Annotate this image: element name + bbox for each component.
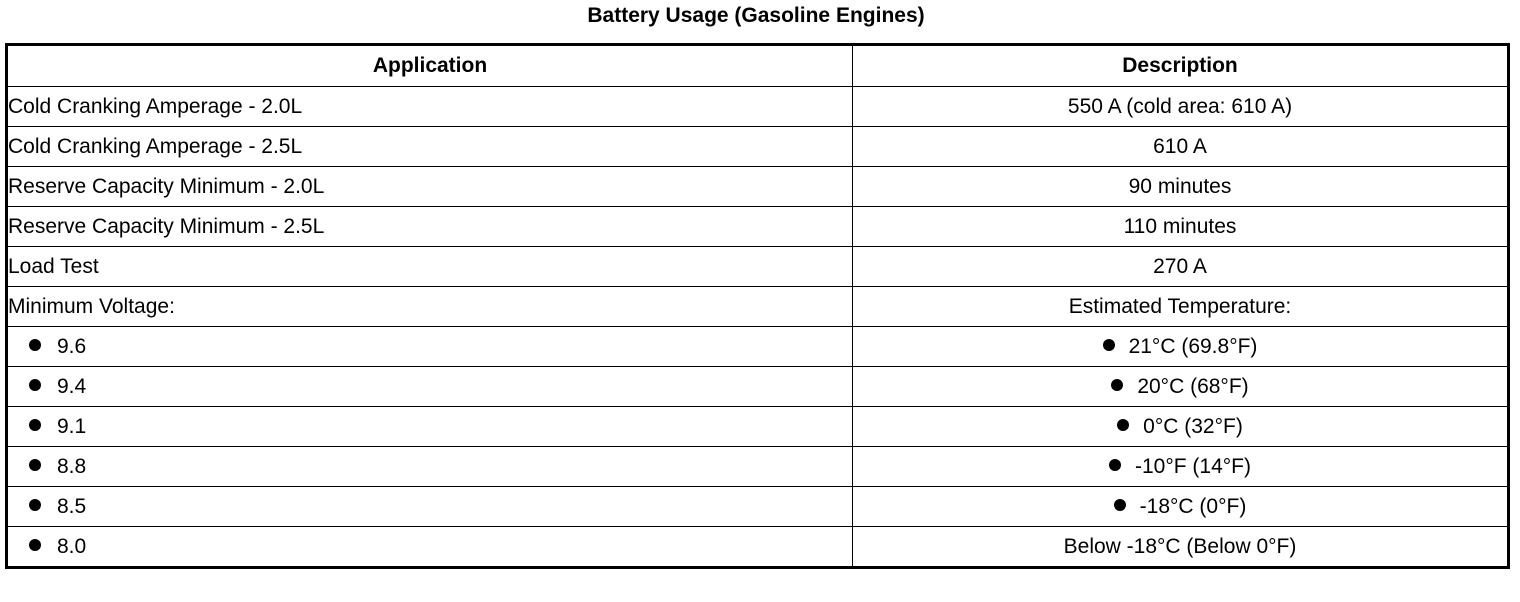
application-cell: Reserve Capacity Minimum - 2.0L: [7, 167, 853, 207]
description-cell: 110 minutes: [853, 207, 1509, 247]
voltage-cell: [7, 327, 853, 367]
application-cell: Reserve Capacity Minimum - 2.5L: [7, 207, 853, 247]
bullet-icon: [29, 419, 41, 431]
voltage-value: 9.4: [57, 374, 87, 398]
voltage-value: 9.1: [57, 414, 87, 438]
table-row: [7, 407, 1509, 447]
temperature-value: 21°C (69.8°F): [1128, 334, 1258, 358]
table-row: [7, 487, 1509, 527]
temperature-cell: [853, 327, 1509, 367]
voltage-cell: [7, 527, 853, 568]
table-title: Battery Usage (Gasoline Engines): [587, 4, 925, 27]
application-cell: Cold Cranking Amperage - 2.0L: [7, 87, 853, 127]
description-cell: Below -18°C (Below 0°F): [853, 527, 1509, 568]
bullet-icon: [1109, 459, 1121, 471]
table-row: [7, 207, 1509, 247]
bullet-icon: [29, 499, 41, 511]
application-cell: Cold Cranking Amperage - 2.5L: [7, 127, 853, 167]
table-row: [7, 87, 1509, 127]
temperature-value: 20°C (68°F): [1137, 374, 1249, 398]
bullet-icon: [1111, 379, 1123, 391]
battery-usage-table: [5, 43, 1510, 569]
table-row: [7, 287, 1509, 327]
column-header-application: Application: [7, 45, 853, 87]
temperature-cell: [853, 447, 1509, 487]
bullet-icon: [1117, 419, 1129, 431]
table-row: [7, 367, 1509, 407]
temperature-value: -10°F (14°F): [1135, 454, 1251, 478]
description-cell: Estimated Temperature:: [853, 287, 1509, 327]
application-cell: Minimum Voltage:: [7, 287, 853, 327]
table-row: [7, 447, 1509, 487]
column-header-description: Description: [853, 45, 1509, 87]
temperature-value: -18°C (0°F): [1139, 494, 1247, 518]
bullet-icon: [29, 539, 41, 551]
temperature-cell: [853, 367, 1509, 407]
voltage-cell: [7, 447, 853, 487]
table-row: [7, 127, 1509, 167]
bullet-icon: [29, 379, 41, 391]
table-row: [7, 527, 1509, 568]
bullet-icon: [29, 339, 41, 351]
table-row: [7, 167, 1509, 207]
temperature-cell: [853, 407, 1509, 447]
bullet-icon: [1114, 499, 1126, 511]
table-row: [7, 327, 1509, 367]
temperature-cell: [853, 487, 1509, 527]
bullet-icon: [29, 459, 41, 471]
description-cell: 550 A (cold area: 610 A): [853, 87, 1509, 127]
temperature-value: 0°C (32°F): [1143, 414, 1243, 438]
application-cell: Load Test: [7, 247, 853, 287]
voltage-cell: [7, 407, 853, 447]
voltage-value: 8.5: [57, 494, 87, 518]
header-row: [7, 45, 1509, 87]
voltage-value: 9.6: [57, 334, 87, 358]
voltage-cell: [7, 487, 853, 527]
description-cell: 90 minutes: [853, 167, 1509, 207]
bullet-icon: [1103, 339, 1115, 351]
voltage-value: 8.0: [57, 534, 87, 558]
voltage-cell: [7, 367, 853, 407]
description-cell: 270 A: [853, 247, 1509, 287]
voltage-value: 8.8: [57, 454, 87, 478]
table-row: [7, 247, 1509, 287]
description-cell: 610 A: [853, 127, 1509, 167]
